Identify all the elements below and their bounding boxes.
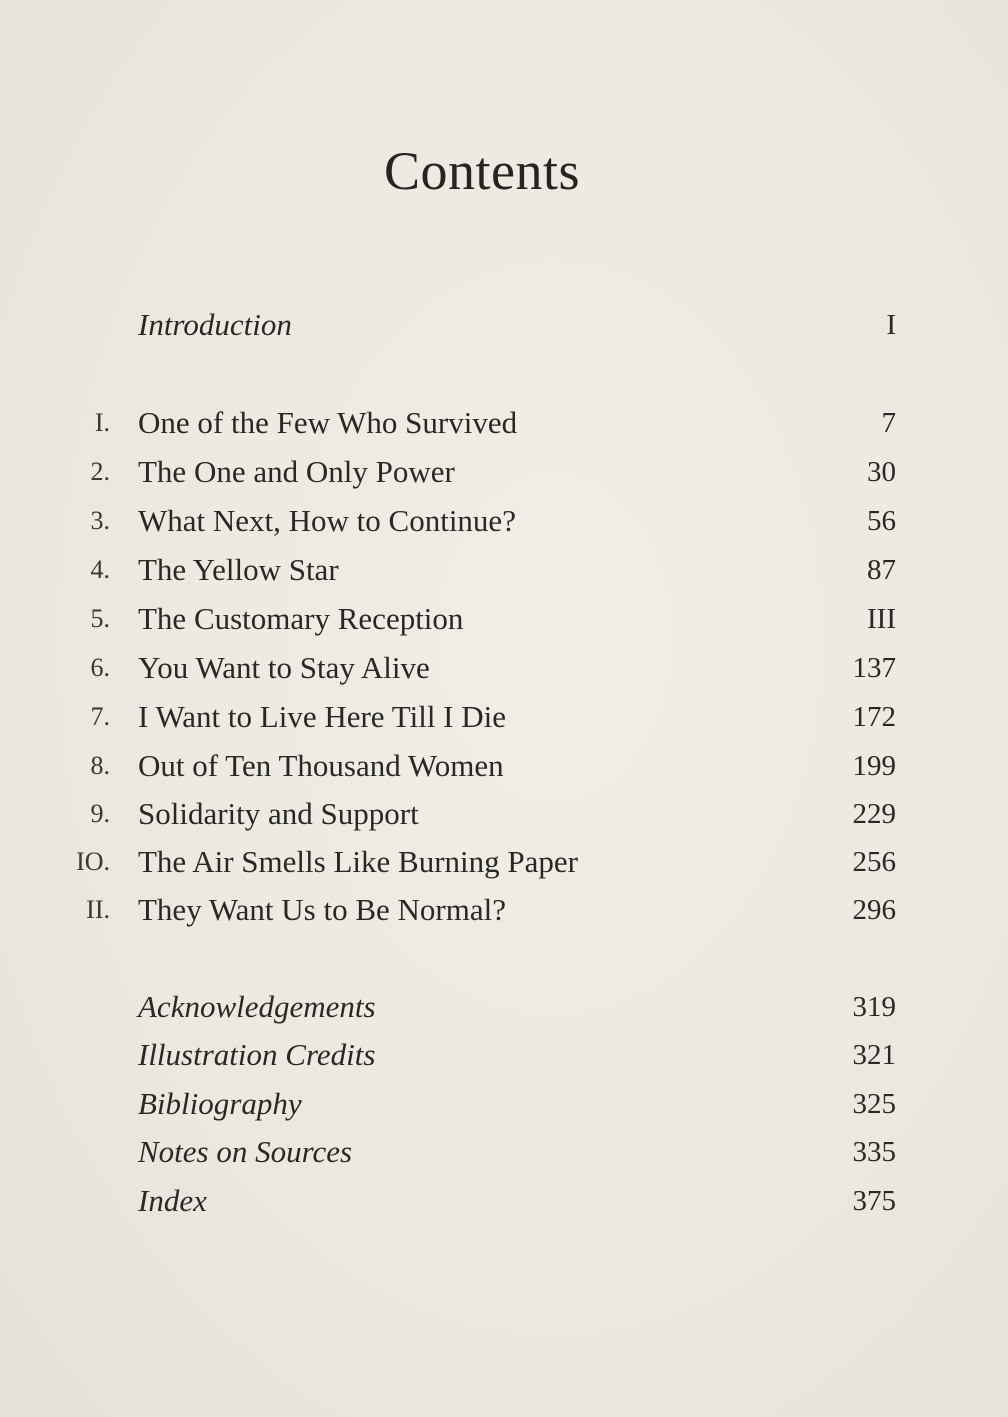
toc-chapter-11 [0, 890, 1008, 930]
chapter-page: 199 [852, 750, 896, 782]
toc-entry-label: Bibliography [138, 1086, 302, 1121]
chapter-page: 172 [852, 701, 896, 733]
chapter-page: 87 [867, 554, 896, 586]
toc-entry-page: 335 [852, 1136, 896, 1168]
chapter-title: One of the Few Who Survived [138, 405, 518, 440]
toc-entry-introduction [0, 305, 1008, 345]
chapter-page: 229 [852, 798, 896, 830]
chapter-number: II. [86, 895, 110, 924]
toc-entry-label: Acknowledgements [138, 989, 376, 1024]
toc-entry-label: Notes on Sources [138, 1134, 353, 1169]
chapter-title: I Want to Live Here Till I Die [138, 699, 507, 734]
toc-entry-page: I [886, 309, 896, 341]
toc-chapter-6 [0, 648, 1008, 688]
chapter-number: IO. [76, 847, 110, 876]
toc-entry-acknowledgements [0, 987, 1008, 1027]
chapter-title: Out of Ten Thousand Women [138, 748, 504, 783]
toc-entry-illustration-credits [0, 1035, 1008, 1075]
toc-chapter-1 [0, 403, 1008, 443]
chapter-title: You Want to Stay Alive [138, 650, 430, 685]
toc-entry-page: 321 [852, 1039, 896, 1071]
chapter-number: 8. [90, 751, 110, 780]
toc-entry-bibliography [0, 1084, 1008, 1124]
toc-chapter-2 [0, 452, 1008, 492]
chapter-page: 7 [881, 407, 896, 439]
toc-chapter-3 [0, 501, 1008, 541]
toc-entry-notes-on-sources [0, 1132, 1008, 1172]
chapter-number: 2. [90, 457, 110, 486]
toc-entry-index [0, 1181, 1008, 1221]
toc-entry-page: 319 [852, 991, 896, 1023]
toc-chapter-8 [0, 746, 1008, 786]
page-title: Contents [383, 141, 580, 201]
chapter-page: III [867, 603, 896, 635]
chapter-number: 5. [90, 604, 110, 633]
chapter-page: 56 [867, 505, 896, 537]
toc-entry-label: Introduction [138, 307, 292, 342]
chapter-title: Solidarity and Support [138, 796, 419, 831]
toc-entry-label: Illustration Credits [138, 1037, 376, 1072]
chapter-number: 7. [90, 702, 110, 731]
toc-chapter-10 [0, 842, 1008, 882]
chapter-number: I. [94, 408, 110, 437]
chapter-title: The Air Smells Like Burning Paper [138, 844, 578, 879]
toc-entry-page: 375 [852, 1185, 896, 1217]
chapter-page: 296 [852, 894, 896, 926]
chapter-title: The Yellow Star [138, 552, 339, 587]
chapter-number: 3. [90, 506, 110, 535]
toc-entry-label: Index [138, 1183, 207, 1218]
toc-chapter-7 [0, 697, 1008, 737]
chapter-number: 9. [90, 799, 110, 828]
chapter-title: They Want Us to Be Normal? [138, 892, 506, 927]
chapter-page: 30 [867, 456, 896, 488]
chapter-page: 256 [852, 846, 896, 878]
chapter-number: 4. [90, 555, 110, 584]
toc-entry-page: 325 [852, 1088, 896, 1120]
chapter-title: What Next, How to Continue? [138, 503, 516, 538]
chapter-title: The Customary Reception [138, 601, 464, 636]
chapter-number: 6. [90, 653, 110, 682]
toc-chapter-9 [0, 794, 1008, 834]
toc-chapter-4 [0, 550, 1008, 590]
chapter-title: The One and Only Power [138, 454, 455, 489]
toc-chapter-5 [0, 599, 1008, 639]
chapter-page: 137 [852, 652, 896, 684]
